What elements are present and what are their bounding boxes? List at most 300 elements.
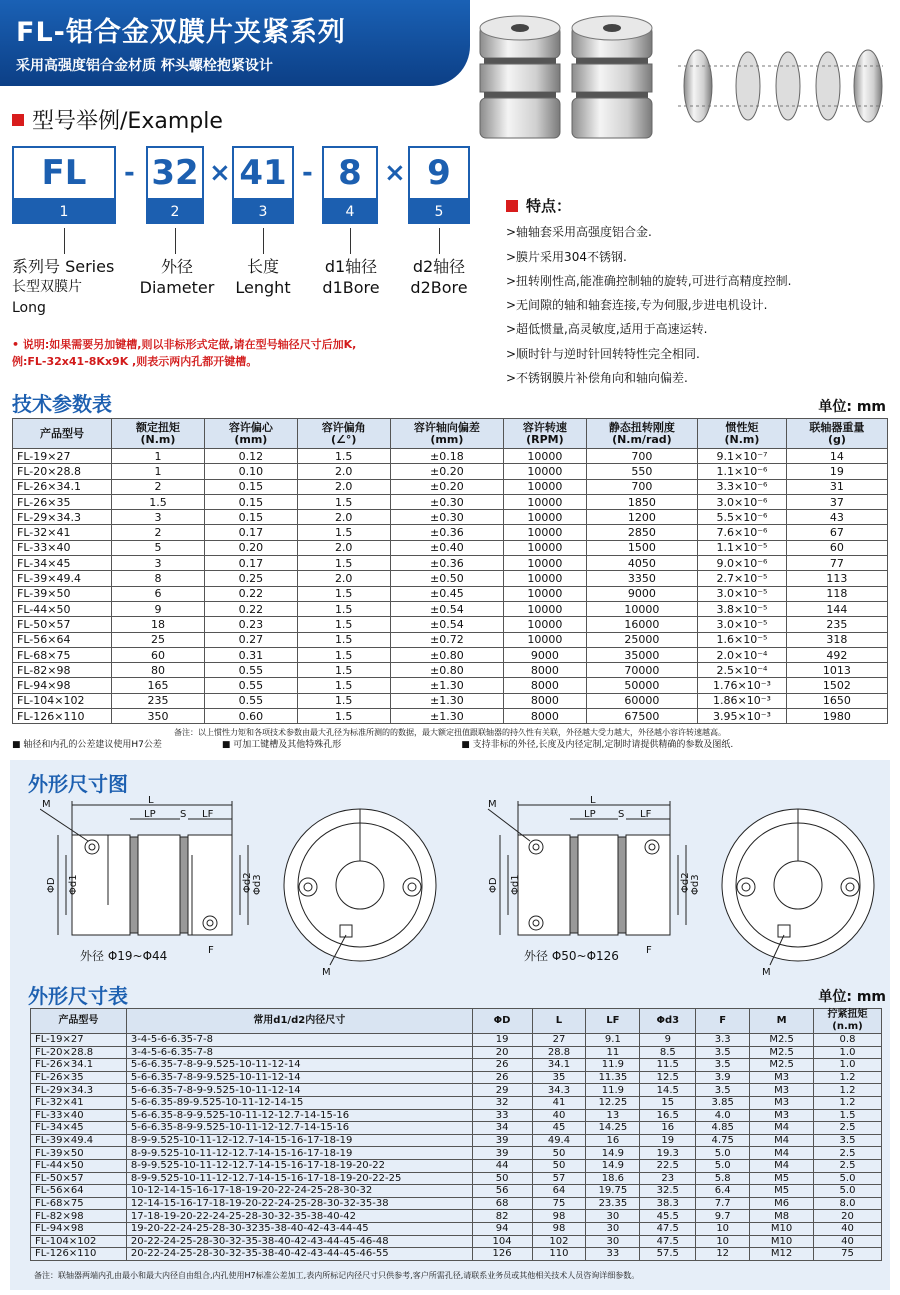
table-cell: 1.5 [297,663,390,678]
table-cell: 34 [472,1122,532,1135]
table-row [13,632,888,647]
table-cell: FL-20×28.8 [31,1046,127,1059]
table-cell: 4.85 [696,1122,750,1135]
code-sep: - [124,158,135,188]
table-cell: 19 [640,1134,696,1147]
table-cell: 8 [112,571,205,586]
table-cell: 2.5×10⁻⁴ [698,663,787,678]
table-cell: 39 [472,1147,532,1160]
product-photos [478,6,888,156]
table-cell: 44 [472,1159,532,1172]
table-cell: 29 [472,1084,532,1097]
table-cell: 22.5 [640,1159,696,1172]
table-cell: FL-32×41 [13,525,112,540]
table-cell: 1500 [586,540,697,555]
table-cell: 11.35 [586,1071,640,1084]
table-cell: 5-6-6.35-7-8-9-9.525-10-11-12-14 [126,1059,472,1072]
table-cell: 2 [112,525,205,540]
table-cell: FL-39×50 [31,1147,127,1160]
table-cell: 2.7×10⁻⁵ [698,571,787,586]
leader-line [350,228,351,254]
table-cell: M4 [750,1134,814,1147]
table-cell: 9 [640,1034,696,1047]
table-cell: 8-9-9.525-10-11-12-12.7-14-15-16-17-18-19 [126,1147,472,1160]
svg-text:M: M [42,799,51,810]
features-title: 特点： [526,197,572,215]
table-row [13,540,888,555]
svg-text:M: M [322,967,331,978]
table-cell: 10000 [504,556,587,571]
table-cell: 1.5 [297,678,390,693]
label-d1: d1轴径 d1Bore [322,257,380,297]
table-cell: M10 [750,1235,814,1248]
table-cell: 3.8×10⁻⁵ [698,601,787,616]
dim-col-header: ΦD [472,1009,532,1034]
table-cell: 1.2 [814,1071,882,1084]
table-row [31,1034,882,1047]
table-cell: 235 [112,693,205,708]
feature-item: >无间隙的轴和轴套连接,专为伺服,步进电机设计. [506,298,768,313]
table-cell: 56 [472,1185,532,1198]
table-cell: 0.23 [204,617,297,632]
table-cell: ±0.50 [390,571,504,586]
table-cell: 2.0 [297,464,390,479]
table-cell: 10 [696,1235,750,1248]
feature-item: >轴轴套采用高强度铝合金. [506,225,652,240]
table-cell: 5-6-6.35-8-9-9.525-10-11-12-12.7-14-15-16 [126,1109,472,1122]
table-cell: 20 [814,1210,882,1223]
table-cell: 28.8 [532,1046,586,1059]
table-cell: FL-50×57 [31,1172,127,1185]
svg-text:LF: LF [202,809,214,820]
table-cell: 20-22-24-25-28-30-32-35-38-40-42-43-44-45-46-55 [126,1248,472,1261]
tech-col-header: 容许偏心 (mm) [204,419,297,449]
table-cell: 13 [586,1109,640,1122]
table-cell: M4 [750,1147,814,1160]
table-cell: 144 [786,601,887,616]
table-cell: 18.6 [586,1172,640,1185]
caption-small: 外径 Φ19~Φ44 [80,949,168,963]
table-cell: 14.9 [586,1159,640,1172]
dim-note: 备注：联轴器两端内孔由最小和最大内径自由组合,内孔使用H7标准公差加工,表内所标记内径尺寸只供参考,客户所需孔径,请联系业务员或其他相关技术人员咨询详细参数。 [34,1271,640,1280]
table-cell: 9000 [586,586,697,601]
table-cell: M3 [750,1084,814,1097]
table-cell: 10000 [504,464,587,479]
page-subtitle: 采用高强度铝合金材质 杯头螺栓抱紧设计 [16,58,273,74]
svg-text:Φd3: Φd3 [690,874,701,895]
table-cell: 0.17 [204,556,297,571]
table-cell: 0.27 [204,632,297,647]
table-cell: 3.5 [696,1046,750,1059]
header-banner [0,0,470,86]
table-cell: 12.25 [586,1096,640,1109]
table-cell: 700 [586,449,697,464]
table-cell: 1.5 [112,494,205,509]
table-cell: 19 [786,464,887,479]
table-cell: 10 [696,1222,750,1235]
dim-col-header: 产品型号 [31,1009,127,1034]
table-row [31,1046,882,1059]
table-cell: 3 [112,510,205,525]
svg-text:M: M [488,799,497,810]
table-cell: M4 [750,1159,814,1172]
table-cell: 5 [112,540,205,555]
table-cell: 9.7 [696,1210,750,1223]
table-cell: 0.25 [204,571,297,586]
table-cell: 1.5 [297,647,390,662]
feature-item: >扭转刚性高,能准确控制轴的旋转,可进行高精度控制. [506,273,792,288]
svg-text:LP: LP [144,809,156,820]
table-cell: 30 [586,1210,640,1223]
table-cell: 1 [112,449,205,464]
table-cell: 3.3×10⁻⁶ [698,479,787,494]
table-row [31,1210,882,1223]
table-cell: 9 [112,601,205,616]
table-cell: 98 [532,1210,586,1223]
table-cell: 0.10 [204,464,297,479]
table-row [13,617,888,632]
table-row [13,647,888,662]
table-cell: FL-126×110 [13,709,112,724]
table-row [31,1096,882,1109]
leader-line [263,228,264,254]
table-cell: 8-9-9.525-10-11-12-12.7-14-15-16-17-18-19-20-22-25 [126,1172,472,1185]
table-cell: FL-26×34.1 [13,479,112,494]
table-cell: 700 [586,479,697,494]
table-cell: FL-126×110 [31,1248,127,1261]
table-cell: 1.5 [297,525,390,540]
table-row [31,1197,882,1210]
table-cell: ±0.54 [390,601,504,616]
table-cell: 318 [786,632,887,647]
table-cell: 32.5 [640,1185,696,1198]
table-cell: 1.0 [814,1046,882,1059]
table-cell: FL-39×49.4 [31,1134,127,1147]
table-cell: FL-19×27 [31,1034,127,1047]
table-cell: 1.6×10⁻⁵ [698,632,787,647]
table-cell: 98 [532,1222,586,1235]
table-cell: 94 [472,1222,532,1235]
dim-col-header: L [532,1009,586,1034]
table-cell: FL-26×34.1 [31,1059,127,1072]
table-cell: 5-6-6.35-89-9.525-10-11-12-14-15 [126,1096,472,1109]
table-cell: 23 [640,1172,696,1185]
table-row [13,693,888,708]
table-cell: FL-68×75 [31,1197,127,1210]
tech-unit: 单位: mm [818,399,886,415]
code-box-series: FL [12,146,116,200]
table-cell: 104 [472,1235,532,1248]
table-cell: 118 [786,586,887,601]
table-cell: FL-33×40 [13,540,112,555]
table-cell: 35 [532,1071,586,1084]
table-row [13,571,888,586]
dim-unit: 单位: mm [818,989,886,1005]
table-cell: 16.5 [640,1109,696,1122]
table-cell: 41 [532,1096,586,1109]
table-cell: 10000 [504,494,587,509]
table-row [31,1185,882,1198]
table-cell: 50 [532,1159,586,1172]
table-cell: 31 [786,479,887,494]
keyway-note: • 说明:如果需要另加键槽,则以非标形式定做,请在型号轴径尺寸后加K, 例:FL-32x41-8Kx9K ,则表示两内孔都开键槽。 [12,338,357,368]
table-row [13,601,888,616]
table-cell: 3.5 [696,1084,750,1097]
table-cell: 10000 [504,601,587,616]
table-cell: 1.5 [297,632,390,647]
table-cell: 2.0 [297,479,390,494]
table-cell: 9.1×10⁻⁷ [698,449,787,464]
table-cell: ±1.30 [390,678,504,693]
table-cell: M8 [750,1210,814,1223]
table-cell: M2.5 [750,1034,814,1047]
table-cell: 45 [532,1122,586,1135]
table-cell: 1.86×10⁻³ [698,693,787,708]
table-cell: 67 [786,525,887,540]
table-cell: 8000 [504,663,587,678]
table-cell: 0.17 [204,525,297,540]
table-cell: 9.1 [586,1034,640,1047]
table-row [13,556,888,571]
svg-text:S: S [618,809,625,820]
code-num: 1 [12,200,116,224]
table-cell: 0.22 [204,586,297,601]
code-num: 4 [322,200,378,224]
table-cell: 82 [472,1210,532,1223]
table-cell: 47.5 [640,1222,696,1235]
tech-table-title: 技术参数表 [12,392,112,416]
table-cell: 10000 [586,601,697,616]
table-cell: 2.0×10⁻⁴ [698,647,787,662]
table-cell: FL-39×49.4 [13,571,112,586]
table-cell: 67500 [586,709,697,724]
svg-text:LF: LF [640,809,652,820]
code-box-diameter: 32 [146,146,204,200]
table-cell: 30 [586,1235,640,1248]
code-box-d2: 9 [408,146,470,200]
table-cell: FL-104×102 [13,693,112,708]
table-row [13,663,888,678]
table-row [13,449,888,464]
table-cell: 1.2 [814,1096,882,1109]
table-cell: 33 [472,1109,532,1122]
table-cell: FL-26×35 [13,494,112,509]
table-cell: 1502 [786,678,887,693]
table-row [31,1134,882,1147]
table-row [31,1159,882,1172]
table-cell: 3350 [586,571,697,586]
tech-spec-table [12,418,888,724]
table-cell: ±0.80 [390,647,504,662]
table-cell: 1.5 [297,709,390,724]
table-cell: 19-20-22-24-25-28-30-3235-38-40-42-43-44-45 [126,1222,472,1235]
tech-col-header: 额定扭矩 (N.m) [112,419,205,449]
table-cell: FL-104×102 [31,1235,127,1248]
table-cell: 25 [112,632,205,647]
dim-table-title: 外形尺寸表 [28,984,128,1008]
table-cell: 4.75 [696,1134,750,1147]
table-cell: 7.7 [696,1197,750,1210]
table-cell: 10000 [504,479,587,494]
table-cell: 16 [640,1122,696,1135]
table-cell: ±1.30 [390,709,504,724]
table-cell: 50000 [586,678,697,693]
tech-col-header: 联轴器重量 (g) [786,419,887,449]
table-cell: 1.0 [814,1059,882,1072]
table-cell: FL-20×28.8 [13,464,112,479]
table-cell: 35000 [586,647,697,662]
table-cell: 14.5 [640,1084,696,1097]
table-cell: 5-6-6.35-8-9-9.525-10-11-12-12.7-14-15-16 [126,1122,472,1135]
table-cell: 113 [786,571,887,586]
code-box-d1: 8 [322,146,378,200]
table-cell: 8000 [504,678,587,693]
table-cell: 38.3 [640,1197,696,1210]
table-cell: 1.5 [297,494,390,509]
table-cell: 126 [472,1248,532,1261]
table-cell: 10000 [504,571,587,586]
svg-text:F: F [646,945,652,956]
table-cell: ±0.36 [390,525,504,540]
svg-text:F: F [208,945,214,956]
table-cell: ±0.18 [390,449,504,464]
table-cell: 8000 [504,709,587,724]
tech-col-header: 产品型号 [13,419,112,449]
table-cell: FL-26×35 [31,1071,127,1084]
dim-col-header: LF [586,1009,640,1034]
svg-text:Φd1: Φd1 [68,874,79,895]
table-cell: 165 [112,678,205,693]
table-cell: FL-50×57 [13,617,112,632]
table-cell: 2.0 [297,510,390,525]
table-cell: 2850 [586,525,697,540]
table-cell: 1.5 [297,693,390,708]
table-row [31,1222,882,1235]
table-cell: FL-32×41 [31,1096,127,1109]
dim-col-header: M [750,1009,814,1034]
table-cell: FL-39×50 [13,586,112,601]
table-row [31,1235,882,1248]
code-sep: - [302,158,313,188]
table-cell: 3.0×10⁻⁶ [698,494,787,509]
table-cell: M2.5 [750,1046,814,1059]
table-cell: M5 [750,1185,814,1198]
label-series: 系列号 Series 长型双膜片 Long [12,257,115,316]
code-num: 3 [232,200,294,224]
table-cell: 16 [586,1134,640,1147]
table-cell: ±0.54 [390,617,504,632]
table-cell: 5.0 [696,1147,750,1160]
table-cell: 19 [472,1034,532,1047]
code-box-length: 41 [232,146,294,200]
table-cell: 1.5 [814,1109,882,1122]
table-cell: 60 [786,540,887,555]
table-cell: FL-56×64 [13,632,112,647]
table-cell: 8-9-9.525-10-11-12-12.7-14-15-16-17-18-19 [126,1134,472,1147]
table-cell: 77 [786,556,887,571]
label-length: 长度 Lenght [235,257,291,297]
table-cell: 7.6×10⁻⁶ [698,525,787,540]
table-cell: 3.9 [696,1071,750,1084]
table-cell: 26 [472,1071,532,1084]
table-cell: 9000 [504,647,587,662]
table-cell: 550 [586,464,697,479]
table-cell: 40 [814,1235,882,1248]
table-cell: FL-33×40 [31,1109,127,1122]
caption-large: 外径 Φ50~Φ126 [524,949,619,963]
table-cell: FL-44×50 [31,1159,127,1172]
svg-text:L: L [590,795,596,806]
tech-col-header: 容许转速 (RPM) [504,419,587,449]
svg-text:ΦD: ΦD [488,877,499,893]
svg-text:S: S [180,809,187,820]
table-cell: 3.85 [696,1096,750,1109]
table-cell: 1 [112,464,205,479]
table-cell: 0.15 [204,494,297,509]
label-diameter: 外径 Diameter [139,257,215,297]
svg-text:Φd1: Φd1 [510,874,521,895]
table-cell: 14.25 [586,1122,640,1135]
svg-text:Φd2: Φd2 [680,872,691,893]
table-cell: 0.8 [814,1034,882,1047]
table-cell: FL-68×75 [13,647,112,662]
table-cell: FL-34×45 [13,556,112,571]
table-cell: 4.0 [696,1109,750,1122]
table-row [13,479,888,494]
table-cell: 5.5×10⁻⁶ [698,510,787,525]
tech-col-header: 容许偏角 (∠°) [297,419,390,449]
table-cell: 57 [532,1172,586,1185]
table-cell: M5 [750,1172,814,1185]
dim-col-header: 常用d1/d2内径尺寸 [126,1009,472,1034]
dim-col-header: Φd3 [640,1009,696,1034]
table-cell: 1.2 [814,1084,882,1097]
table-cell: ±0.45 [390,586,504,601]
table-row [13,525,888,540]
svg-text:L: L [148,795,154,806]
features-list [506,194,792,390]
table-cell: 10000 [504,449,587,464]
table-cell: M10 [750,1222,814,1235]
table-cell: 14.9 [586,1147,640,1160]
table-cell: M3 [750,1071,814,1084]
table-cell: 2.5 [814,1122,882,1135]
table-cell: 14 [786,449,887,464]
table-row [31,1071,882,1084]
table-cell: M3 [750,1096,814,1109]
dim-drawing-title: 外形尺寸图 [28,772,128,796]
table-cell: 60 [112,647,205,662]
table-cell: 30 [586,1222,640,1235]
feature-item: >顺时针与逆时针回转特性完全相同. [506,346,700,361]
table-cell: 1850 [586,494,697,509]
table-cell: 40 [814,1222,882,1235]
table-cell: 5.8 [696,1172,750,1185]
table-row [31,1084,882,1097]
code-sep: × [209,158,231,188]
table-cell: 2.0 [297,571,390,586]
table-cell: 11.9 [586,1059,640,1072]
table-cell: FL-94×98 [13,678,112,693]
example-heading: 型号举例/Example [12,104,223,135]
table-row [13,464,888,479]
table-cell: 8.0 [814,1197,882,1210]
table-cell: 0.12 [204,449,297,464]
table-cell: 0.60 [204,709,297,724]
table-cell: 1.76×10⁻³ [698,678,787,693]
table-cell: 492 [786,647,887,662]
table-cell: 23.35 [586,1197,640,1210]
